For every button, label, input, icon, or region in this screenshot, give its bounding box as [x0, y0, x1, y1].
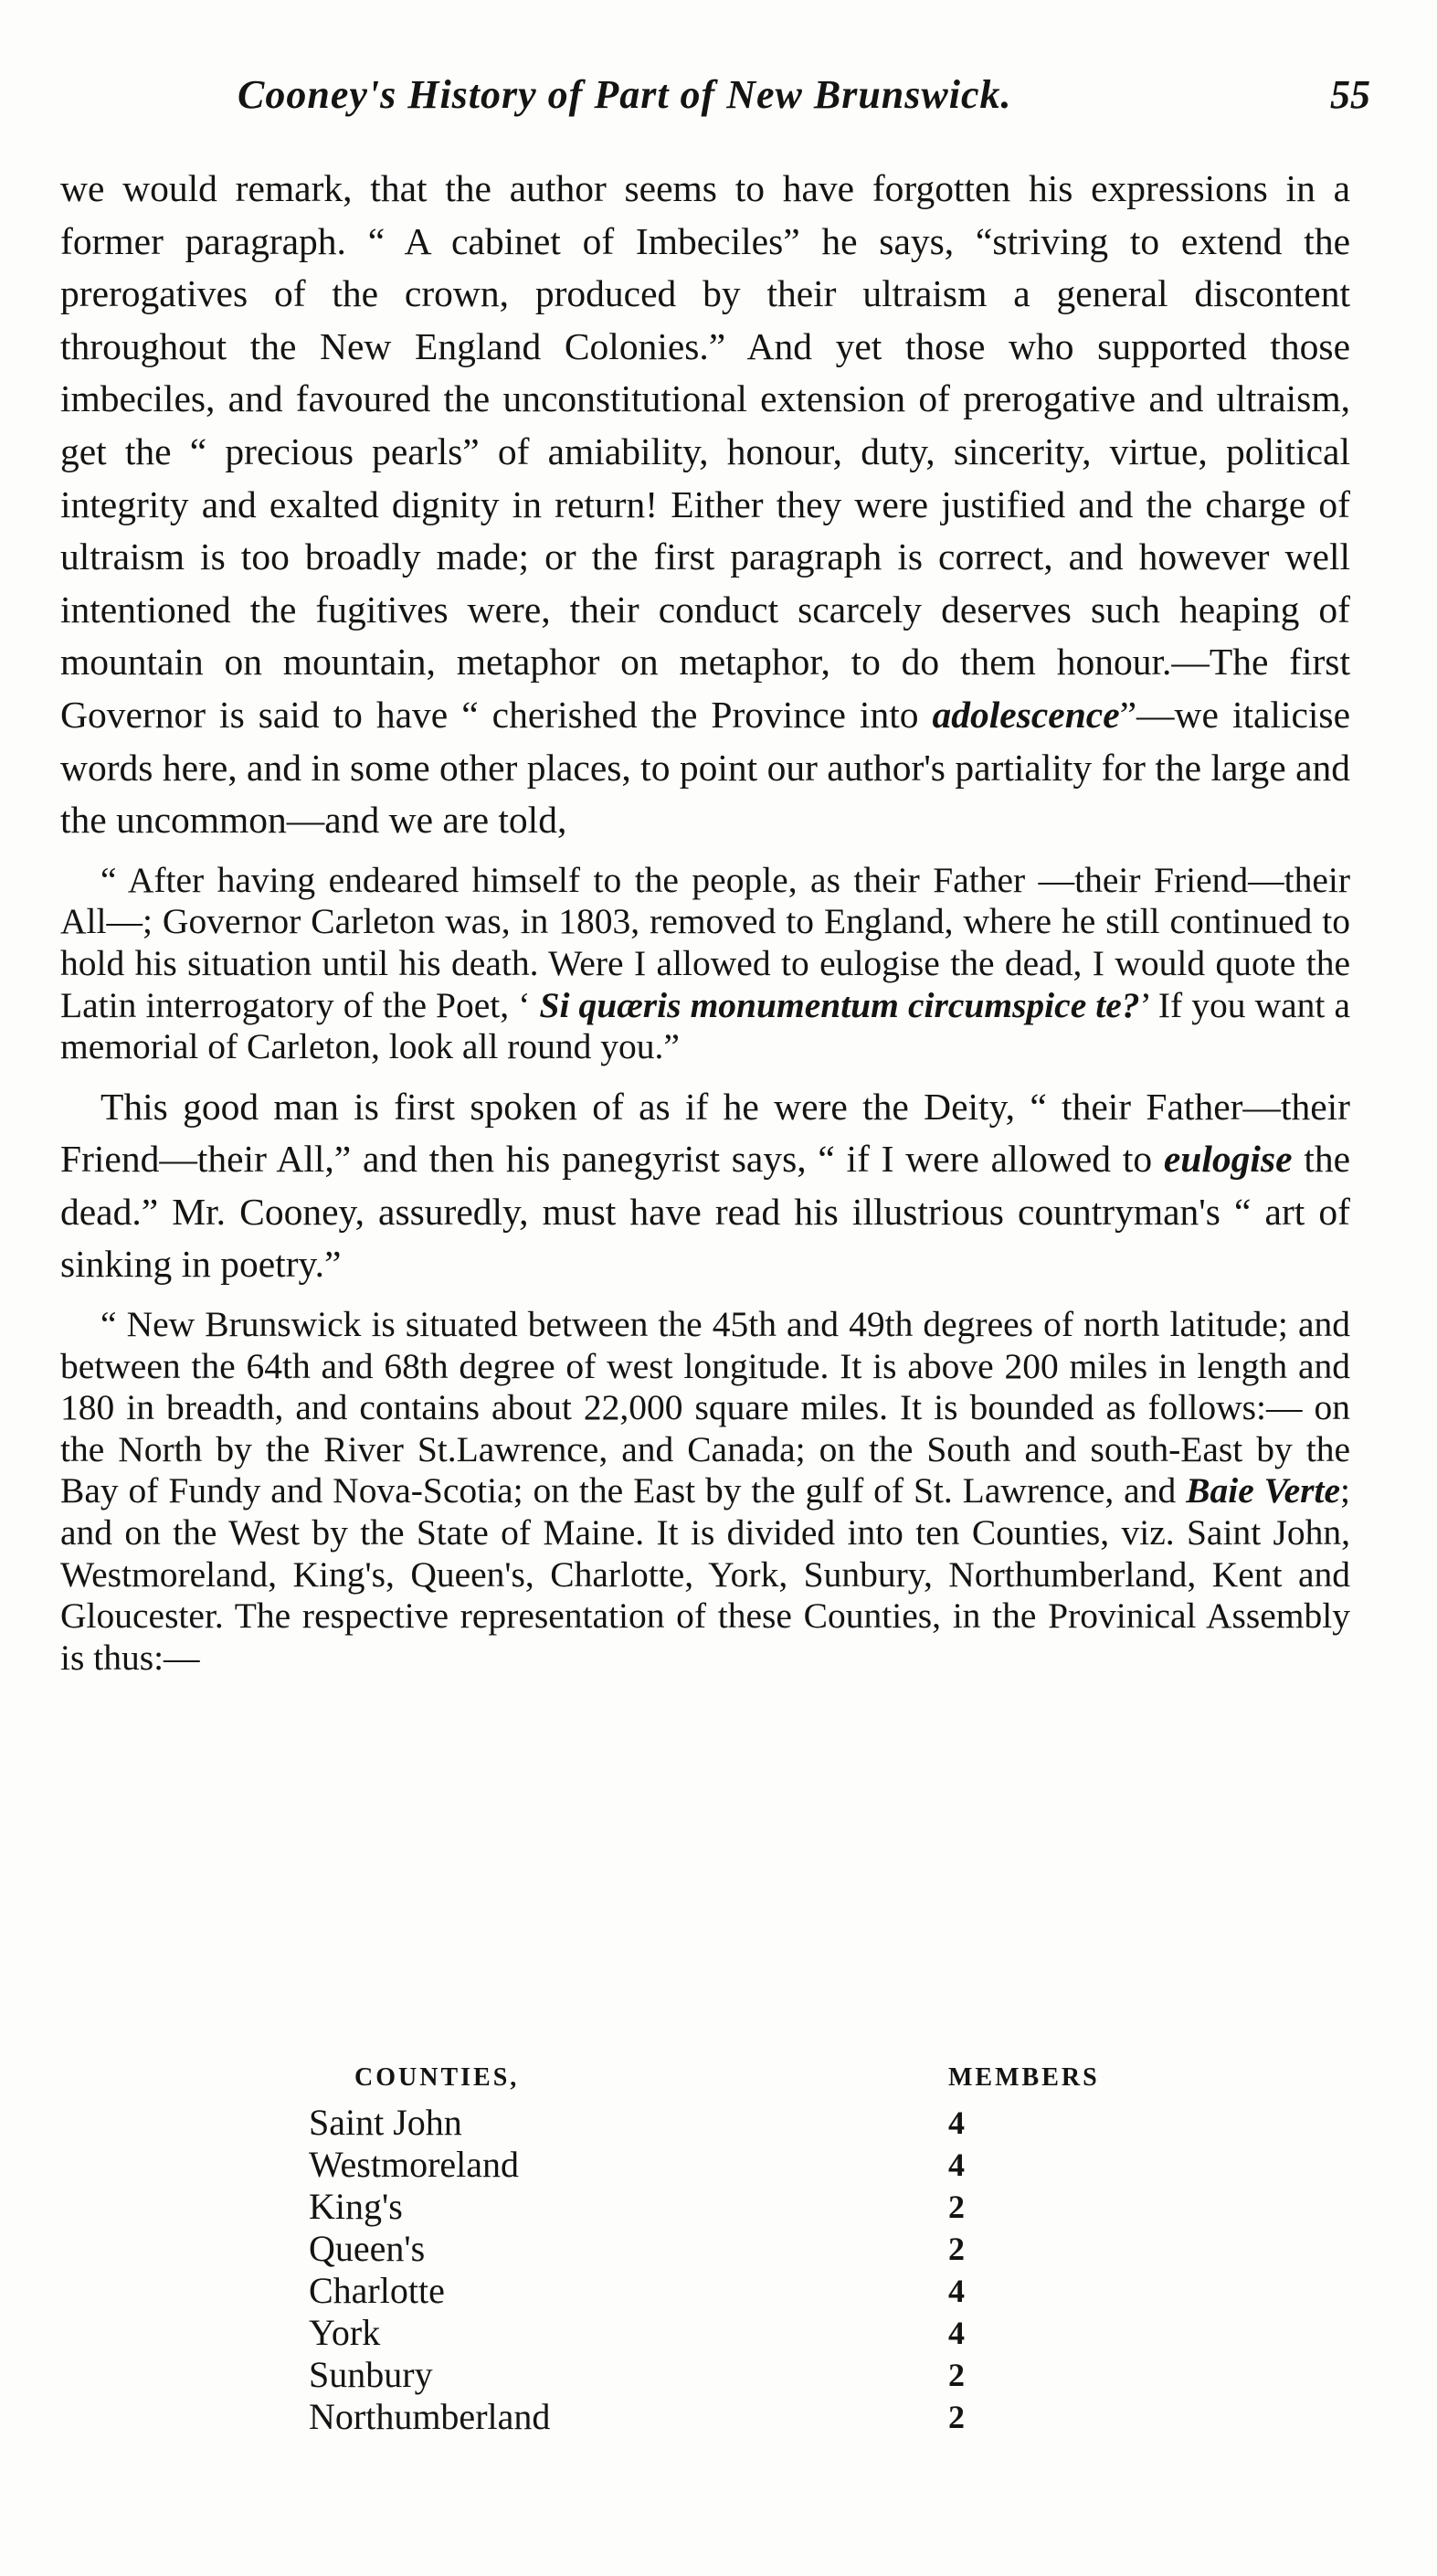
geography-quote [60, 1304, 1350, 1679]
opening-paragraph [60, 163, 1350, 847]
table-row [309, 2312, 1131, 2354]
carleton-quote-text: “ After having endeared himself to the people, as their Father —their Friend—their All—; Governor Carleton was, in 1803, removed to England, where he still continued to hold his situation until his death. Were I allowed to eulogise the dead, I would quote the Latin interrogatory of the Poet, ‘ [60, 859, 1350, 1025]
table-row [309, 2396, 1131, 2438]
member-count: 2 [948, 2399, 965, 2435]
carleton-quote [60, 860, 1350, 1068]
member-count: 4 [948, 2104, 965, 2141]
running-head: Cooney's History of Part of New Brunswick. [238, 72, 1012, 117]
county-name: Sunbury [309, 2354, 433, 2395]
county-name: York [309, 2312, 381, 2353]
county-name: Saint John [309, 2102, 462, 2143]
member-count: 4 [948, 2315, 965, 2351]
geography-quote-text: “ New Brunswick is situated between the 45th and 49th degrees of north latitude; and between the 64th and 68th degree of west longitude. It is above 200 miles in length and 180 in breadth, and contains about 22,000 square miles. It is bounded as follows:— on the North by the River St.Lawrence, and Canada; on the South and south-East by the Bay of Fundy and Nova-Scotia; on the East by the gulf of St. Lawrence, and [60, 1304, 1350, 1511]
county-name: Charlotte [309, 2270, 445, 2311]
table-row [309, 2144, 1131, 2186]
county-name: Westmoreland [309, 2144, 520, 2185]
opening-paragraph-end: ”—we italicise words here, and in some other places, to point our author's partiality for the large and the uncommon—and we are told, [60, 693, 1351, 842]
table-row [309, 2102, 1131, 2144]
table-row [309, 2228, 1131, 2270]
county-name: King's [309, 2186, 403, 2227]
table-row [309, 2186, 1131, 2228]
county-name: Northumberland [309, 2396, 551, 2437]
italic-baie-verte: Baie Verte [1186, 1470, 1341, 1511]
geography-quote-end: ; and on the West by the State of Maine. It is divided into ten Counties, viz. Saint John, Westmoreland, King's, Queen's, Charlotte, York, Sunbury, Northumberland, Kent and Gloucester. The respective representation of these Counties, in the Provinical Assembly is thus:— [60, 1470, 1351, 1678]
page-number: 55 [1330, 72, 1370, 117]
latin-quote: Si quæris monumentum circumspice te? [539, 984, 1140, 1025]
member-count: 4 [948, 2147, 965, 2183]
deity-paragraph-end: the dead.” Mr. Cooney, assuredly, must have read his illustrious countryman's “ art of sinking in poetry.” [60, 1138, 1351, 1286]
deity-paragraph [60, 1081, 1350, 1291]
body-text [60, 163, 1350, 1688]
deity-paragraph-text: This good man is first spoken of as if he were the Deity, “ their Father—their Friend—their All,” and then his panegyrist says, “ if I were allowed to [60, 1085, 1350, 1181]
table-row [309, 2270, 1131, 2312]
county-name: Queen's [309, 2228, 426, 2269]
counties-table [309, 2063, 1131, 2438]
table-header [309, 2063, 1131, 2102]
counties-header: COUNTIES, [354, 2063, 520, 2092]
italic-eulogise: eulogise [1163, 1138, 1293, 1181]
member-count: 2 [948, 2189, 965, 2225]
italic-adolescence: adolescence [932, 693, 1120, 736]
carleton-quote-end: ’ If you want a memorial of Carleton, look all round you.” [60, 984, 1351, 1067]
member-count: 4 [948, 2273, 965, 2309]
member-count: 2 [948, 2231, 965, 2267]
table-row [309, 2354, 1131, 2396]
member-count: 2 [948, 2357, 965, 2393]
opening-paragraph-text: we would remark, that the author seems to have forgotten his expressions in a former paragraph. “ A cabinet of Imbeciles” he says, “striving to extend the prerogatives of the crown, produced by their ultraism a general discontent throughout the New England Colonies.” And yet those who supported those imbeciles, and favoured the unconstitutional extension of prerogative and ultraism, get the “ precious pearls” of amiability, honour, duty, sincerity, virtue, political integrity and exalted dignity in return! Either they were justified and the charge of ultraism is too broadly made; or the first paragraph is correct, and however well intentioned the fugitives were, their conduct scarcely deserves such heaping of mountain on mountain, metaphor on metaphor, to do them honour.—The first Governor is said to have “ cherished the Province into [60, 167, 1350, 736]
members-header: MEMBERS [948, 2063, 1100, 2092]
